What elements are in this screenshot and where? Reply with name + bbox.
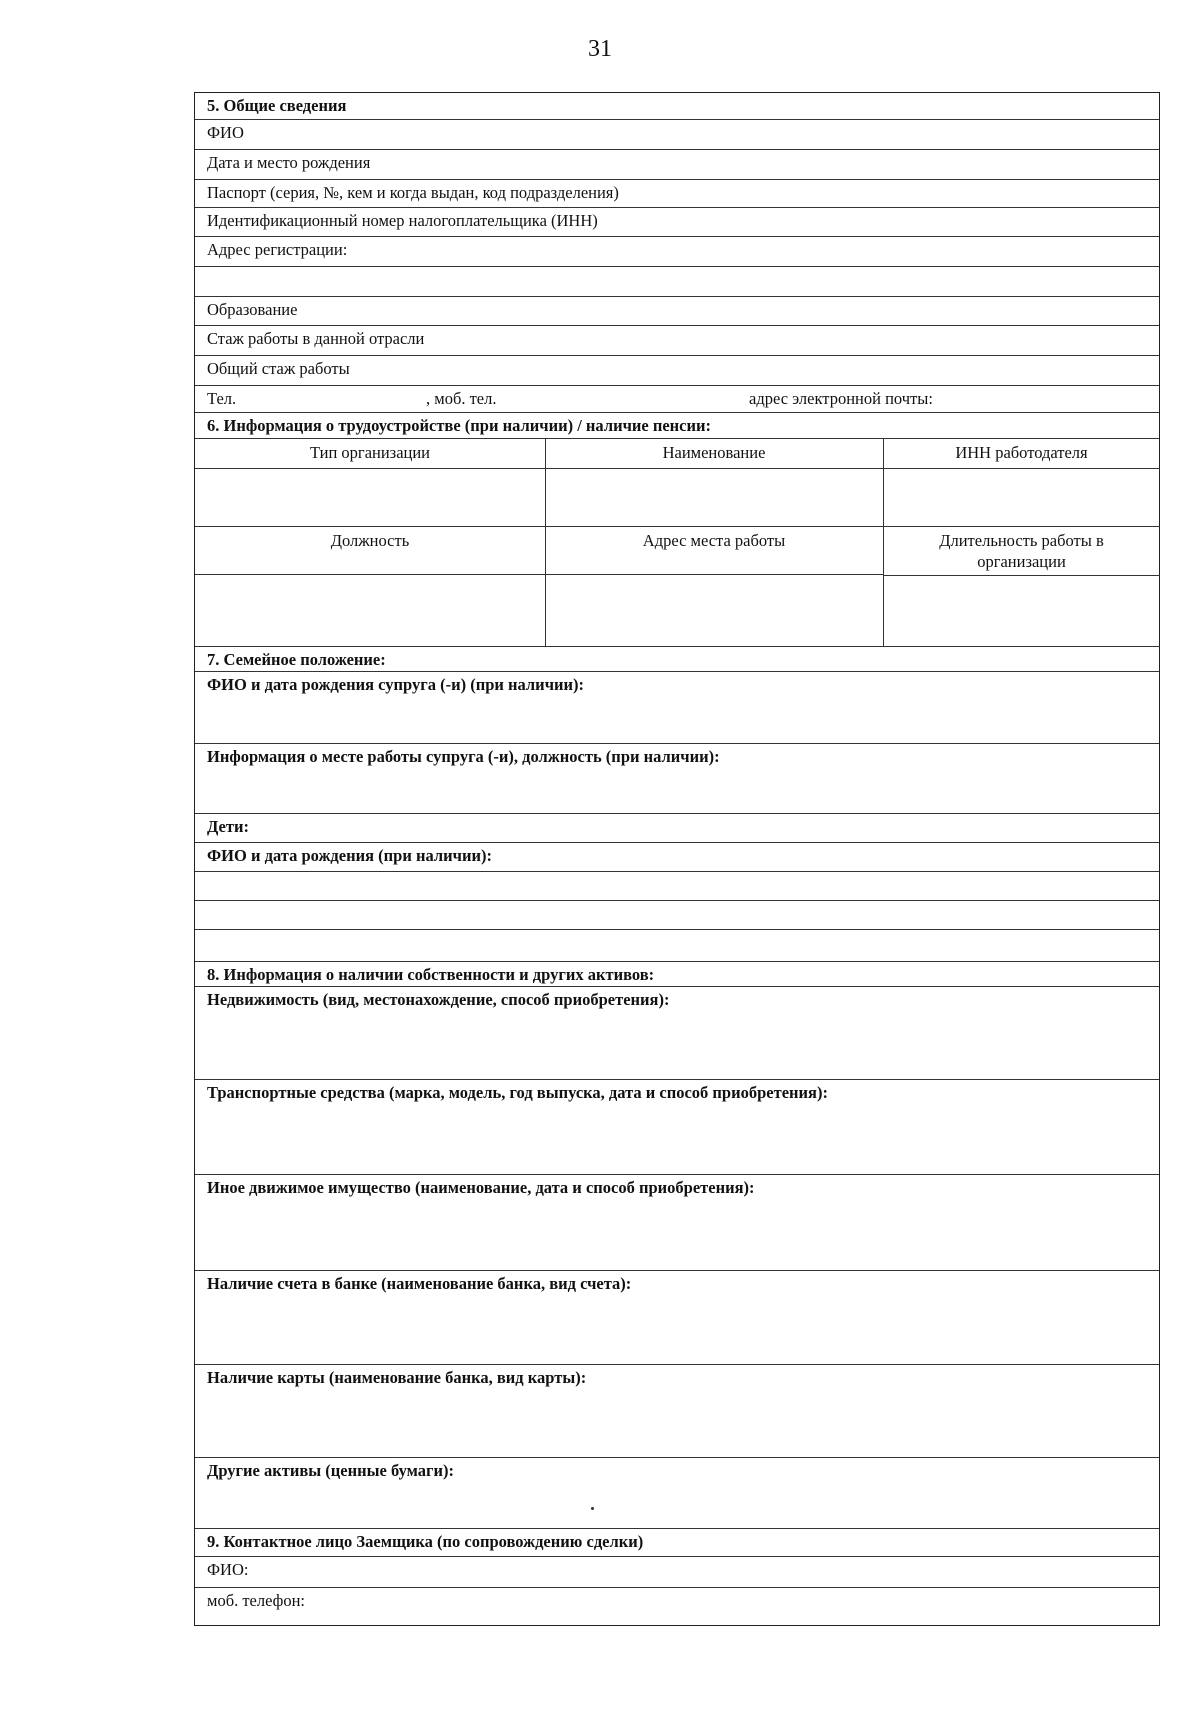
field-movable-property[interactable]	[195, 1175, 1159, 1271]
field-experience-industry[interactable]	[195, 326, 1159, 356]
field-bank-card-label: Наличие карты (наименование банка, вид карты):	[207, 1368, 587, 1387]
field-children-line-1[interactable]	[195, 872, 1159, 901]
field-inn-label: Идентификационный номер налогоплательщика (ИНН)	[207, 211, 598, 230]
field-education-label: Образование	[207, 300, 298, 319]
field-address[interactable]	[195, 237, 1159, 267]
field-children-line-2[interactable]	[195, 901, 1159, 930]
field-spouse-work-label: Информация о месте работы супруга (-и), должность (при наличии):	[207, 747, 720, 766]
section-5-header	[195, 93, 1159, 120]
section-8-title: 8. Информация о наличии собственности и других активов:	[207, 965, 655, 984]
section-6-title: 6. Информация о трудоустройстве (при наличии) / наличие пенсии:	[207, 416, 712, 435]
field-spouse-fio[interactable]	[195, 672, 1159, 744]
employment-row-2-values[interactable]	[195, 575, 1160, 647]
employment-table	[195, 439, 1159, 647]
field-birth-label: Дата и место рождения	[207, 153, 371, 172]
field-bank-account-label: Наличие счета в банке (наименование банка, вид счета):	[207, 1274, 632, 1293]
field-children	[195, 814, 1159, 843]
field-spouse-work[interactable]	[195, 744, 1159, 814]
field-mobile-label: , моб. тел.	[426, 389, 497, 408]
field-phone-label: Тел.	[207, 389, 237, 408]
field-movable-property-label: Иное движимое имущество (наименование, дата и способ приобретения):	[207, 1178, 755, 1197]
section-7-title: 7. Семейное положение:	[207, 650, 386, 669]
section-9-header	[195, 1529, 1159, 1557]
section-5-title: 5. Общие сведения	[207, 96, 347, 115]
field-email-label: адрес электронной почты:	[749, 389, 933, 408]
employment-header-duration: Длительность работы в организации	[939, 531, 1104, 571]
employment-header-name: Наименование	[545, 439, 883, 469]
field-vehicles-label: Транспортные средства (марка, модель, год выпуска, дата и способ приобретения):	[207, 1083, 828, 1102]
field-other-assets-label: Другие активы (ценные бумаги):	[207, 1461, 454, 1480]
section-9-title: 9. Контактное лицо Заемщика (по сопровождению сделки)	[207, 1532, 644, 1551]
borrower-questionnaire-form	[194, 92, 1160, 1626]
employment-header-work-address: Адрес места работы	[545, 527, 883, 575]
field-experience-industry-label: Стаж работы в данной отрасли	[207, 329, 425, 348]
section-6-header	[195, 413, 1159, 439]
field-experience-total[interactable]	[195, 356, 1159, 386]
field-experience-total-label: Общий стаж работы	[207, 359, 350, 378]
employment-column-divider	[545, 439, 546, 647]
field-passport-label: Паспорт (серия, №, кем и когда выдан, код подразделения)	[207, 183, 619, 202]
stray-dot	[591, 1507, 594, 1510]
field-children-label: Дети:	[207, 817, 249, 836]
field-spouse-fio-label: ФИО и дата рождения супруга (-и) (при наличии):	[207, 675, 585, 694]
employment-cell-border	[883, 575, 1160, 576]
page-number: 31	[588, 36, 612, 62]
field-contact-fio-label: ФИО:	[207, 1560, 249, 1579]
field-children-line-3[interactable]	[195, 930, 1159, 962]
field-fio[interactable]	[195, 120, 1159, 150]
field-fio-label: ФИО	[207, 123, 244, 142]
field-children-fio[interactable]	[195, 843, 1159, 872]
employment-header-employer-inn: ИНН работодателя	[883, 439, 1160, 469]
field-passport[interactable]	[195, 180, 1159, 208]
field-vehicles[interactable]	[195, 1080, 1159, 1175]
field-education[interactable]	[195, 297, 1159, 326]
field-bank-account[interactable]	[195, 1271, 1159, 1365]
field-children-fio-label: ФИО и дата рождения (при наличии):	[207, 846, 492, 865]
field-real-estate-label: Недвижимость (вид, местонахождение, способ приобретения):	[207, 990, 670, 1009]
employment-header-position: Должность	[195, 527, 545, 575]
field-other-assets[interactable]	[195, 1458, 1159, 1529]
field-address-label: Адрес регистрации:	[207, 240, 348, 259]
field-bank-card[interactable]	[195, 1365, 1159, 1458]
employment-column-divider	[883, 439, 884, 647]
employment-header-org-type: Тип организации	[195, 439, 545, 469]
employment-row-1-values[interactable]	[195, 469, 1160, 527]
field-contacts[interactable]	[195, 386, 1159, 413]
field-contact-mobile[interactable]	[195, 1588, 1159, 1625]
field-inn[interactable]	[195, 208, 1159, 237]
field-real-estate[interactable]	[195, 987, 1159, 1080]
field-contact-fio[interactable]	[195, 1557, 1159, 1588]
field-birth[interactable]	[195, 150, 1159, 180]
field-address-continuation[interactable]	[195, 267, 1159, 297]
section-7-header	[195, 647, 1159, 672]
section-8-header	[195, 962, 1159, 987]
field-contact-mobile-label: моб. телефон:	[207, 1591, 305, 1610]
